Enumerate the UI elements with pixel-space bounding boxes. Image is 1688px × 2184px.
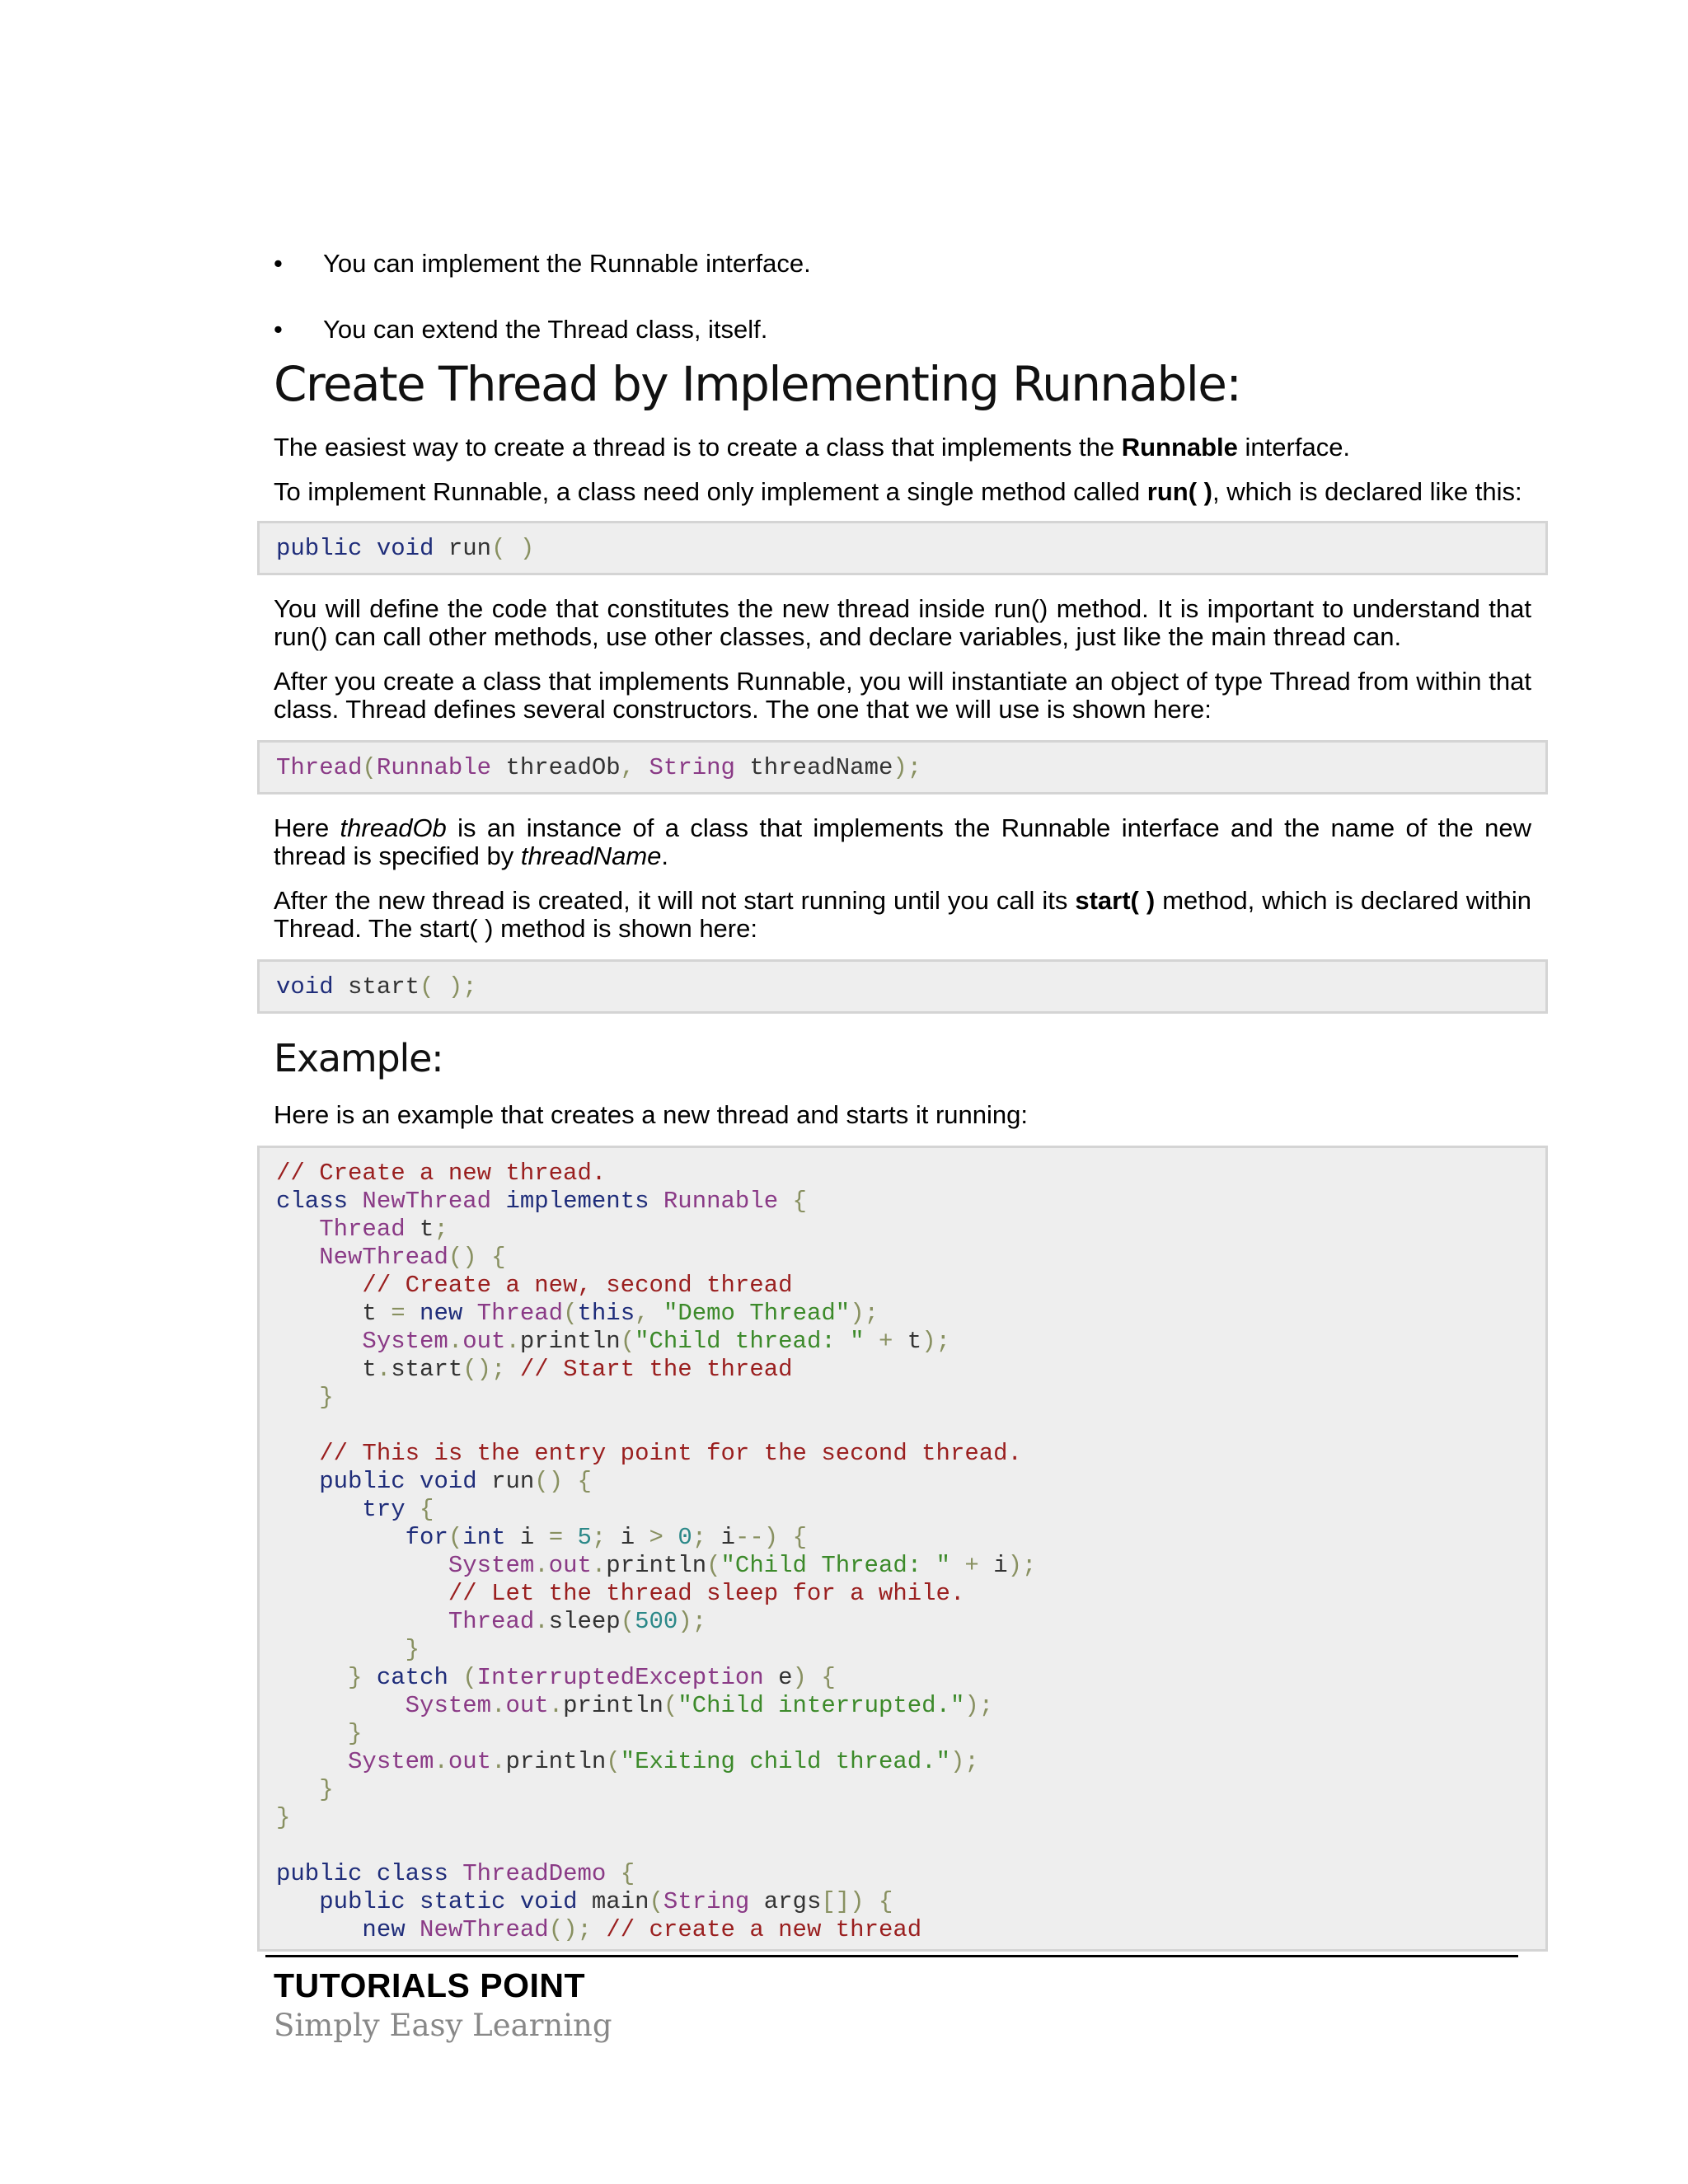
code-keyword: public (276, 1860, 363, 1887)
code-text: t (276, 1300, 392, 1327)
code-line (276, 1552, 1529, 1580)
code-punctuation: } (276, 1804, 291, 1831)
code-punctuation: } (319, 1384, 334, 1411)
code-text (462, 1300, 476, 1327)
code-text (276, 1888, 319, 1915)
code-text (807, 1664, 821, 1691)
code-punctuation: ; (692, 1524, 707, 1551)
code-punctuation: []) (821, 1888, 865, 1915)
code-keyword: new (420, 1300, 463, 1327)
code-punctuation: = (391, 1300, 406, 1327)
code-line (276, 1608, 1529, 1636)
code-text (635, 754, 649, 781)
code-type: out (448, 1748, 492, 1775)
code-line (276, 1496, 1529, 1524)
code-text (276, 1776, 319, 1803)
code-line (276, 1664, 1529, 1692)
code-text (649, 1300, 663, 1327)
code-line (276, 1580, 1529, 1608)
code-text (606, 1860, 620, 1887)
code-type: NewThread (420, 1916, 549, 1943)
code-line (276, 1524, 1529, 1552)
bullet-list (274, 247, 1531, 346)
code-text (663, 1524, 678, 1551)
code-punctuation: ( (663, 1692, 678, 1719)
footer-brand: TUTORIALS POINT (274, 1966, 586, 2004)
code-text (362, 1664, 376, 1691)
code-punctuation: . (434, 1748, 448, 1775)
code-number: 0 (678, 1524, 692, 1551)
code-block-start (257, 959, 1548, 1014)
code-punctuation: . (534, 1552, 549, 1579)
code-punctuation: = (548, 1524, 564, 1551)
code-text: println (563, 1692, 663, 1719)
bold-run: run( ) (1146, 477, 1212, 506)
text-span: interface. (1237, 433, 1351, 462)
paragraph-define-code: You will define the code that constitutes the new thread inside run() method. It is important to understand that run() can call other methods, use other classes, and declare variables, just like the main thread can. (274, 594, 1531, 651)
code-punctuation: . (376, 1356, 392, 1383)
bullet-icon: • (274, 249, 283, 278)
code-text (276, 1692, 406, 1719)
code-block-run (257, 521, 1548, 575)
code-block-constructor (257, 740, 1548, 794)
italic-threadname: threadName (520, 841, 662, 870)
code-comment: // Create a new thread. (276, 1160, 607, 1187)
code-type: System (348, 1748, 434, 1775)
code-type: Runnable (663, 1188, 779, 1215)
code-text (348, 1188, 362, 1215)
code-text: println (519, 1328, 621, 1355)
code-text: args (749, 1888, 822, 1915)
code-text (406, 1468, 420, 1495)
bullet-text: You can implement the Runnable interface. (323, 249, 811, 278)
code-punctuation: ); (921, 1328, 950, 1355)
code-comment: // create a new thread (606, 1916, 922, 1943)
code-text: i (606, 1524, 649, 1551)
code-text (362, 1860, 376, 1887)
code-type: out (505, 1692, 549, 1719)
paragraph-easiest-way (274, 434, 1531, 462)
code-punctuation: --) (734, 1524, 779, 1551)
code-punctuation: . (534, 1608, 549, 1635)
code-text (448, 1664, 462, 1691)
code-text: start (333, 973, 420, 1001)
code-keyword: int (462, 1524, 506, 1551)
code-punctuation: ( (462, 1664, 477, 1691)
code-text (563, 1524, 577, 1551)
section-heading-example: Example: (274, 1036, 443, 1080)
paragraph-example-intro: Here is an example that creates a new thread and starts it running: (274, 1100, 1028, 1129)
code-string: "Child thread: " (635, 1328, 865, 1355)
bold-start: start( ) (1075, 886, 1156, 915)
code-punctuation: ( (606, 1748, 621, 1775)
code-string: "Exiting child thread." (620, 1748, 950, 1775)
code-punctuation: ); (950, 1748, 979, 1775)
code-text (276, 1244, 319, 1271)
code-type: out (548, 1552, 592, 1579)
code-text: main (577, 1888, 649, 1915)
code-text: start (391, 1356, 463, 1383)
text-span: After the new thread is created, it will not start running until you call its (274, 886, 1076, 915)
code-punctuation: ); (1007, 1552, 1037, 1579)
code-punctuation: { (491, 1244, 506, 1271)
code-line (276, 973, 1529, 1001)
code-punctuation: ); (964, 1692, 994, 1719)
code-punctuation: } (348, 1664, 363, 1691)
code-keyword: class (276, 1188, 349, 1215)
code-line (276, 1412, 1529, 1440)
code-text (563, 1468, 577, 1495)
bold-runnable: Runnable (1121, 433, 1238, 462)
code-text: t (893, 1328, 922, 1355)
code-text (276, 1916, 362, 1943)
code-punctuation: . (548, 1692, 564, 1719)
text-span: The easiest way to create a thread is to create a class that implements the (274, 433, 1122, 462)
code-text (865, 1328, 879, 1355)
code-punctuation: > (649, 1524, 663, 1551)
code-type: Thread (476, 1300, 564, 1327)
code-punctuation: ( (649, 1888, 663, 1915)
code-text: i (505, 1524, 549, 1551)
code-type: System (448, 1552, 535, 1579)
code-line (276, 1776, 1529, 1804)
list-item (274, 313, 1531, 346)
code-line (276, 1356, 1529, 1384)
page-content (274, 247, 1531, 1971)
code-text (276, 1496, 362, 1523)
code-keyword: new (362, 1916, 406, 1943)
code-punctuation: ; (591, 1524, 607, 1551)
code-type: NewThread (362, 1188, 492, 1215)
code-punctuation: ( (706, 1552, 721, 1579)
code-string: "Child interrupted." (678, 1692, 965, 1719)
code-text (448, 1860, 462, 1887)
text-span: is an instance of a class that implements the Runnable interface and the name of the new thread is specified by (274, 813, 1531, 870)
code-punctuation: ) (792, 1664, 807, 1691)
code-punctuation: () (448, 1244, 477, 1271)
code-keyword: this (577, 1300, 635, 1327)
code-punctuation: ( (362, 754, 377, 781)
code-text (276, 1552, 448, 1579)
code-punctuation: , (635, 1300, 649, 1327)
paragraph-start-method (274, 887, 1531, 943)
code-text (276, 1272, 362, 1299)
code-type: Thread (448, 1608, 535, 1635)
code-line (276, 754, 1529, 782)
code-type: String (663, 1888, 750, 1915)
code-text (276, 1580, 448, 1607)
code-type: Runnable (376, 754, 492, 781)
code-text: run (476, 1468, 535, 1495)
code-line (276, 1272, 1529, 1300)
code-punctuation: . (591, 1552, 607, 1579)
code-text (276, 1440, 319, 1467)
code-line (276, 1328, 1529, 1356)
code-type: ThreadDemo (462, 1860, 607, 1887)
code-text: run (434, 535, 492, 562)
code-punctuation: ( ) (491, 535, 535, 562)
code-punctuation: ); (893, 754, 922, 781)
code-punctuation: () (534, 1468, 564, 1495)
code-text (276, 1720, 348, 1747)
code-line (276, 1860, 1529, 1888)
code-punctuation: ); (850, 1300, 879, 1327)
code-keyword: public (276, 535, 363, 562)
code-string: "Child Thread: " (720, 1552, 950, 1579)
code-text (406, 1916, 420, 1943)
code-punctuation: } (405, 1636, 420, 1663)
code-line (276, 1188, 1529, 1216)
code-comment: // Create a new, second thread (362, 1272, 793, 1299)
code-line (276, 1748, 1529, 1776)
code-text (276, 1216, 319, 1243)
code-text: t (405, 1216, 434, 1243)
text-span: method, which is declared within Thread. The start( ) method is shown here: (274, 886, 1532, 943)
code-text (276, 1524, 406, 1551)
code-line (276, 1216, 1529, 1244)
code-punctuation: { (821, 1664, 836, 1691)
code-punctuation: { (792, 1524, 808, 1551)
paragraph-threadob (274, 814, 1531, 870)
bullet-text: You can extend the Thread class, itself. (323, 315, 768, 344)
footer-divider (265, 1955, 1518, 1957)
code-punctuation: , (620, 754, 635, 781)
code-text (406, 1496, 420, 1523)
code-line (276, 1244, 1529, 1272)
code-punctuation: ( (448, 1524, 463, 1551)
code-punctuation: (); (462, 1356, 506, 1383)
code-type: System (405, 1692, 492, 1719)
code-line (276, 1804, 1529, 1832)
code-text (406, 1300, 420, 1327)
code-text (778, 1524, 792, 1551)
code-punctuation: ( (563, 1300, 578, 1327)
code-type: Thread (319, 1216, 406, 1243)
code-line (276, 1636, 1529, 1664)
code-punctuation: ( ); (420, 973, 477, 1001)
code-text (505, 1356, 519, 1383)
code-text (276, 1608, 448, 1635)
code-punctuation: { (420, 1496, 434, 1523)
code-text (477, 1244, 491, 1271)
code-punctuation: . (491, 1748, 506, 1775)
code-punctuation: ); (678, 1608, 707, 1635)
code-punctuation: } (319, 1776, 334, 1803)
code-keyword: try (362, 1496, 406, 1523)
code-line (276, 1692, 1529, 1720)
code-text: e (763, 1664, 793, 1691)
code-punctuation: ( (620, 1608, 635, 1635)
code-text (592, 1916, 606, 1943)
code-keyword: static (420, 1888, 506, 1915)
code-line (276, 1916, 1529, 1944)
code-text: threadOb (491, 754, 621, 781)
code-text (362, 535, 376, 562)
code-type: System (362, 1328, 448, 1355)
code-keyword: void (420, 1468, 477, 1495)
code-line (276, 535, 1529, 563)
code-punctuation: + (964, 1552, 979, 1579)
code-line (276, 1440, 1529, 1468)
paragraph-instantiate: After you create a class that implements Runnable, you will instantiate an object of type Thread from within that class. Thread defines several constructors. The one that we will use is shown here: (274, 667, 1531, 724)
code-comment: // This is the entry point for the second thread. (319, 1440, 1022, 1467)
code-line (276, 1160, 1529, 1188)
code-text (491, 1188, 505, 1215)
code-comment: // Start the thread (519, 1356, 793, 1383)
code-text (276, 1664, 348, 1691)
code-text (276, 1468, 319, 1495)
code-block-example (257, 1146, 1548, 1952)
paragraph-implement-run (274, 478, 1531, 506)
code-text: sleep (548, 1608, 621, 1635)
footer-tagline: Simply Easy Learning (274, 2008, 612, 2043)
code-punctuation: . (448, 1328, 463, 1355)
code-text: println (505, 1748, 607, 1775)
code-text (276, 1328, 362, 1355)
code-type: String (649, 754, 735, 781)
code-punctuation: { (792, 1188, 807, 1215)
code-punctuation: . (505, 1328, 520, 1355)
code-type: InterruptedException (476, 1664, 764, 1691)
code-text (505, 1888, 519, 1915)
code-punctuation: { (620, 1860, 635, 1887)
code-punctuation: (); (548, 1916, 592, 1943)
code-comment: // Let the thread sleep for a while. (448, 1580, 965, 1607)
bullet-icon: • (274, 315, 283, 344)
code-punctuation: } (348, 1720, 363, 1747)
code-text (950, 1552, 964, 1579)
code-number: 500 (635, 1608, 678, 1635)
code-text (649, 1188, 663, 1215)
code-line (276, 1832, 1529, 1860)
code-text (406, 1888, 420, 1915)
code-punctuation: + (878, 1328, 893, 1355)
code-type: NewThread (319, 1244, 448, 1271)
code-text (276, 1384, 319, 1411)
code-keyword: class (376, 1860, 448, 1887)
code-text: threadName (734, 754, 893, 781)
code-keyword: void (376, 535, 434, 562)
code-text: i (706, 1524, 735, 1551)
code-line (276, 1300, 1529, 1328)
code-line (276, 1720, 1529, 1748)
code-keyword: public (319, 1888, 406, 1915)
code-text: i (978, 1552, 1008, 1579)
list-item (274, 247, 1531, 280)
code-text (276, 1636, 406, 1663)
code-line (276, 1384, 1529, 1412)
code-text: t (276, 1356, 377, 1383)
text-span: Here (274, 813, 340, 842)
code-punctuation: { (577, 1468, 592, 1495)
code-punctuation: { (878, 1888, 893, 1915)
code-text: println (606, 1552, 707, 1579)
code-punctuation: . (491, 1692, 506, 1719)
code-type: Thread (276, 754, 363, 781)
code-line (276, 1468, 1529, 1496)
code-keyword: catch (376, 1664, 448, 1691)
code-keyword: void (276, 973, 334, 1001)
code-keyword: for (405, 1524, 448, 1551)
code-text (865, 1888, 879, 1915)
code-keyword: public (319, 1468, 406, 1495)
code-keyword: implements (505, 1188, 649, 1215)
code-number: 5 (577, 1524, 592, 1551)
code-punctuation: ; (434, 1216, 448, 1243)
code-keyword: void (519, 1888, 578, 1915)
code-text (276, 1748, 348, 1775)
code-line (276, 1888, 1529, 1916)
text-span: To implement Runnable, a class need only implement a single method called (274, 477, 1147, 506)
code-string: "Demo Thread" (663, 1300, 851, 1327)
text-span: . (661, 841, 669, 870)
section-heading-runnable: Create Thread by Implementing Runnable: (274, 356, 1241, 412)
text-span: , which is declared like this: (1212, 477, 1522, 506)
code-punctuation: ( (620, 1328, 635, 1355)
italic-threadob: threadOb (340, 813, 447, 842)
code-text (778, 1188, 792, 1215)
code-type: out (462, 1328, 506, 1355)
